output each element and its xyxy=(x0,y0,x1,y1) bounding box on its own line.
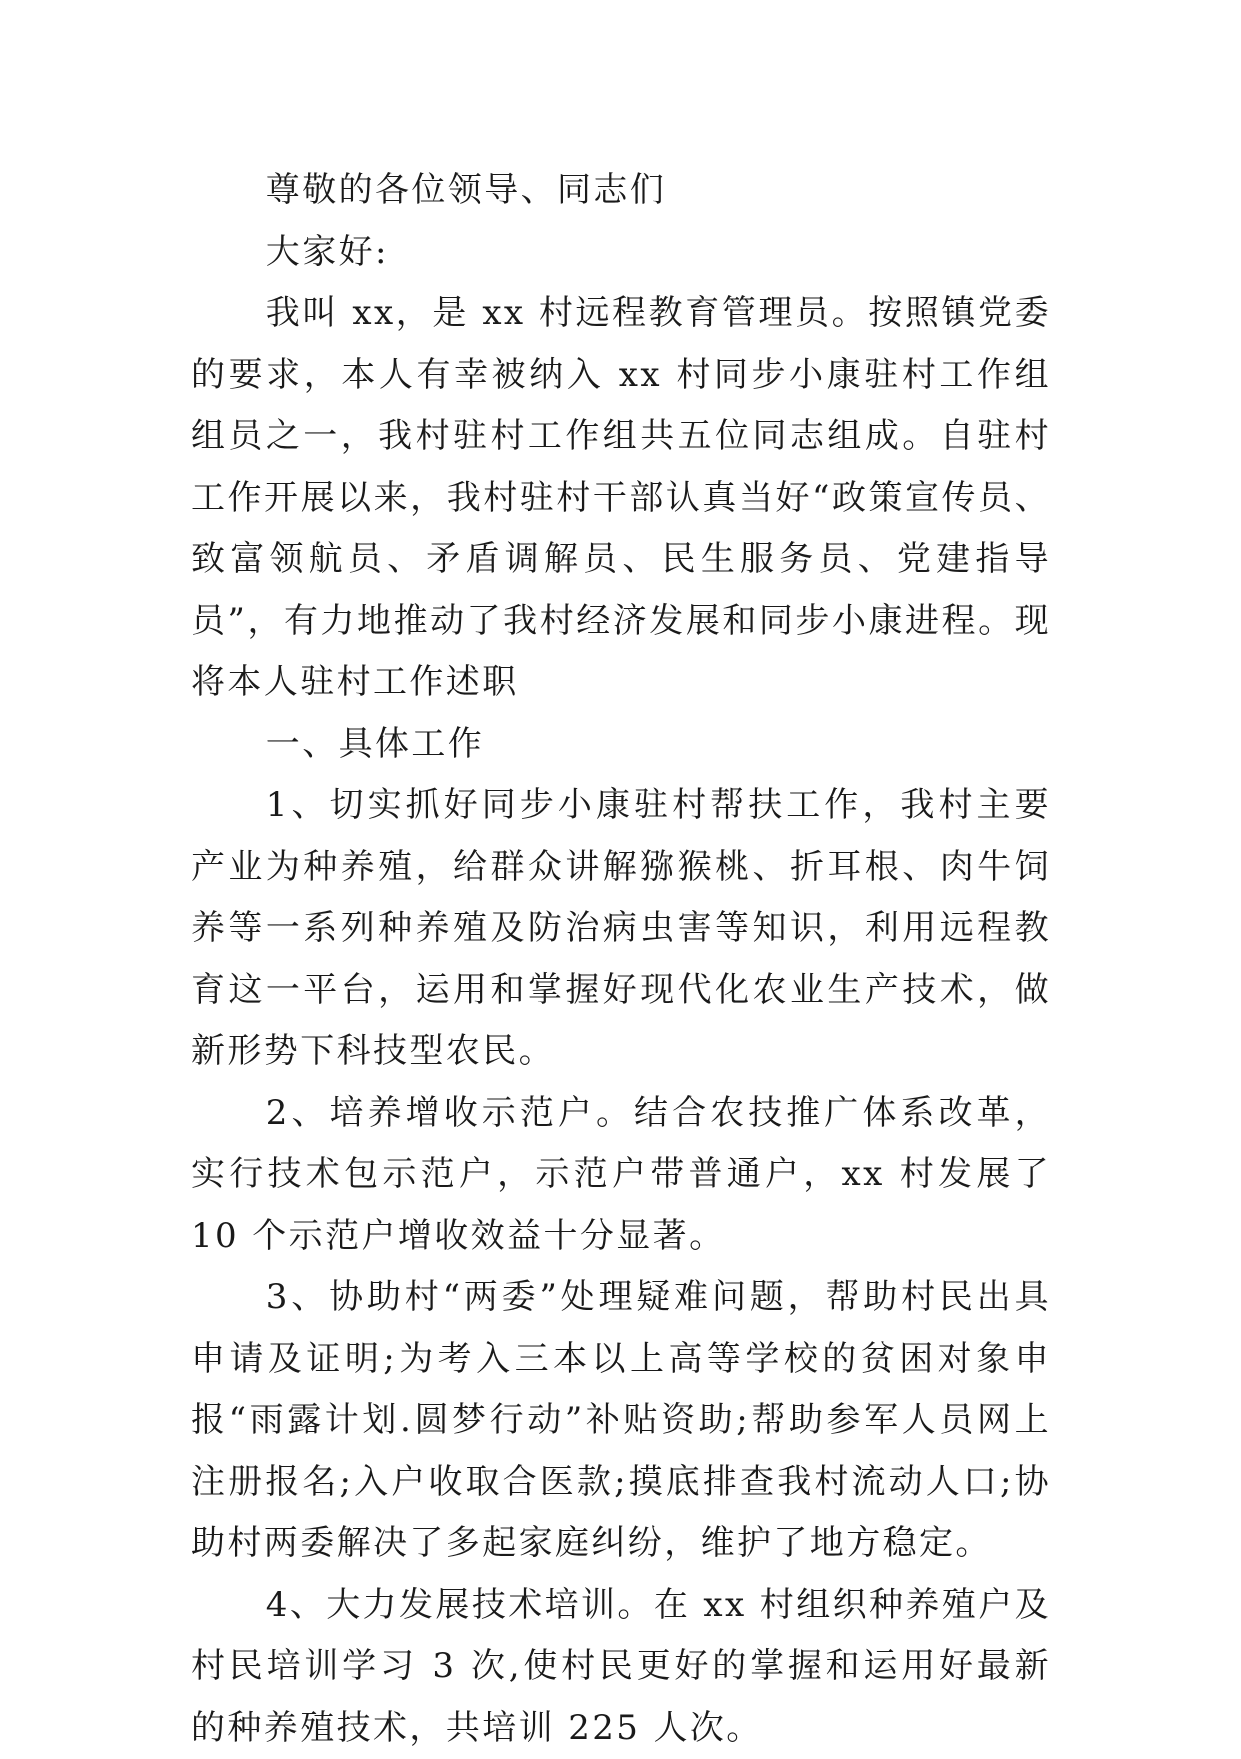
document-body xyxy=(191,160,1051,1759)
work-item-3: 3、协助村“两委”处理疑难问题，帮助村民出具申请及证明;为考入三本以上高等学校的贫困对象申报“雨露计划.圆梦行动”补贴资助;帮助参军人员网上注册报名;入户收取合医款;摸底排查我村流动人口;协助村两委解决了多起家庭纠纷，维护了地方稳定。 xyxy=(191,1267,1051,1575)
intro-paragraph: 我叫 xx，是 xx 村远程教育管理员。按照镇党委的要求，本人有幸被纳入 xx 村同步小康驻村工作组组员之一，我村驻村工作组共五位同志组成。自驻村工作开展以来，我村驻村干部认真当好“政策宣传员、致富领航员、矛盾调解员、民生服务员、党建指导员”，有力地推动了我村经济发展和同步小康进程。现将本人驻村工作述职 xyxy=(191,283,1051,714)
work-item-2: 2、培养增收示范户。结合农技推广体系改革，实行技术包示范户，示范户带普通户，xx 村发展了 10 个示范户增收效益十分显著。 xyxy=(191,1083,1051,1268)
work-item-4: 4、大力发展技术培训。在 xx 村组织种养殖户及村民培训学习 3 次,使村民更好的掌握和运用好最新的种养殖技术，共培训 225 人次。 xyxy=(191,1575,1051,1759)
greeting: 大家好: xyxy=(191,222,1051,284)
work-item-1: 1、切实抓好同步小康驻村帮扶工作，我村主要产业为种养殖，给群众讲解猕猴桃、折耳根、肉牛饲养等一系列种养殖及防治病虫害等知识，利用远程教育这一平台，运用和掌握好现代化农业生产技术，做新形势下科技型农民。 xyxy=(191,775,1051,1083)
section-heading: 一、具体工作 xyxy=(191,714,1051,776)
salutation: 尊敬的各位领导、同志们 xyxy=(191,160,1051,222)
